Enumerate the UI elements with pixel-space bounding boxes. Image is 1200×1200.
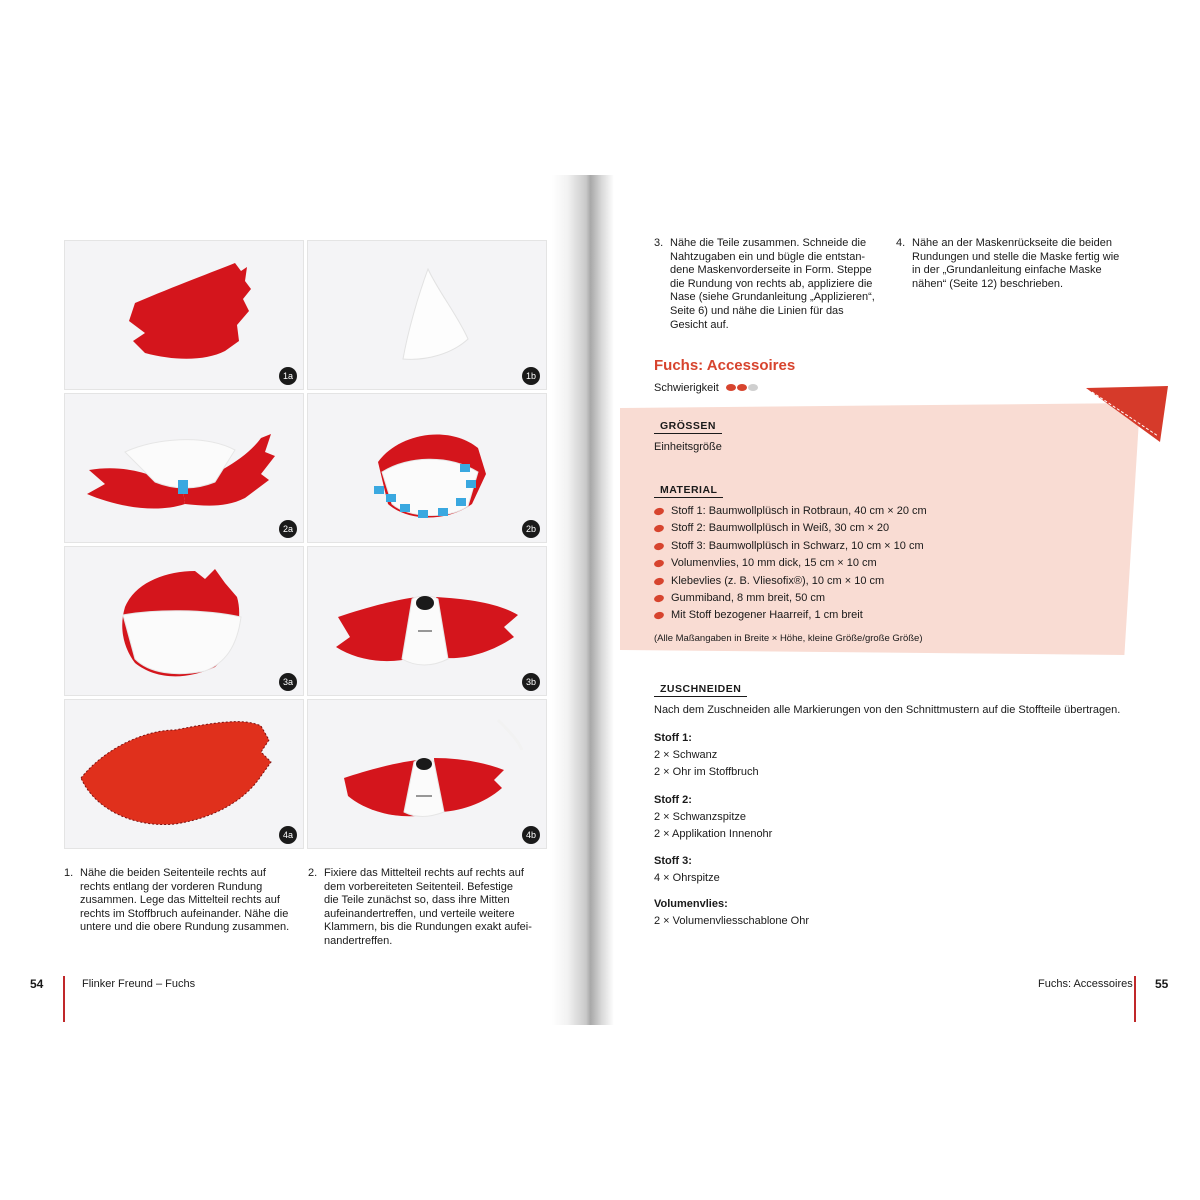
step-line: die Teile zunächst so, dass ihre Mitten <box>324 894 510 907</box>
sizes-value: Einheitsgröße <box>654 441 722 453</box>
footer-divider <box>63 976 65 1022</box>
step-line: nandertreffen. <box>324 934 393 947</box>
list-item: Stoff 2: Baumwollplüsch in Weiß, 30 cm × 20 <box>654 520 927 537</box>
list-item: Stoff 3: Baumwollplüsch in Schwarz, 10 cm × 10 cm <box>654 538 927 555</box>
step-line: dem vorbereiteten Seitenteil. Befestige <box>324 880 513 893</box>
step-number: 3. <box>654 237 664 249</box>
felt-piece-image <box>308 700 546 848</box>
step-line: dene Maskenvorderseite in Form. Steppe <box>670 264 872 277</box>
sizes-heading: GRÖSSEN <box>654 420 722 434</box>
fabric-corner-icon <box>1084 384 1170 444</box>
bullet-icon <box>653 524 664 533</box>
bullet-icon <box>653 576 664 585</box>
bullet-icon <box>653 559 664 568</box>
felt-piece-image <box>65 394 303 542</box>
cutting-heading: ZUSCHNEIDEN <box>654 683 747 697</box>
step-line: Nähe die Teile zusammen. Schneide die <box>670 237 867 249</box>
felt-piece-image <box>308 241 546 389</box>
step-line: die Rundung von rechts ab, appliziere die <box>670 277 873 290</box>
photo-step-4b <box>307 699 547 849</box>
difficulty-dot-icon <box>748 384 758 391</box>
cutting-group-stoff-3: Stoff 3: 4 × Ohrspitze <box>654 855 720 884</box>
difficulty-dot-icon <box>726 384 736 391</box>
step-line: zusammen. Lege das Mittelteil rechts auf <box>80 894 280 907</box>
photo-label-badge: 2a <box>279 520 297 538</box>
photo-label-badge: 4a <box>279 826 297 844</box>
photo-label-badge: 2b <box>522 520 540 538</box>
photo-label-badge: 4b <box>522 826 540 844</box>
cutting-group-volumenvlies: Volumenvlies: 2 × Volumenvliesschablone Ohr <box>654 898 810 927</box>
section-title: Fuchs: Accessoires <box>654 357 796 374</box>
photo-step-1a <box>64 240 304 390</box>
cutting-group-stoff-2: Stoff 2: 2 × Schwanzspitze 2 × Applikation Innenohr <box>654 794 773 840</box>
photo-step-1b <box>307 240 547 390</box>
book-gutter <box>552 175 614 1025</box>
material-list <box>654 503 927 625</box>
running-title-left: Flinker Freund – Fuchs <box>82 978 196 990</box>
felt-piece-image <box>65 241 303 389</box>
step-line: Nahtzugaben ein und bügle die entstan- <box>670 250 866 263</box>
page-number-right: 55 <box>1155 977 1169 991</box>
photo-step-3a <box>64 546 304 696</box>
list-item: Volumenvlies, 10 mm dick, 15 cm × 10 cm <box>654 555 927 572</box>
cutting-group-stoff-1: Stoff 1: 2 × Schwanz 2 × Ohr im Stoffbruch <box>654 732 759 778</box>
felt-piece-image <box>308 394 546 542</box>
felt-piece-image <box>65 547 303 695</box>
running-title-right: Fuchs: Accessoires <box>1038 978 1133 990</box>
step-line: Gesicht auf. <box>670 318 729 331</box>
photo-label-badge: 1a <box>279 367 297 385</box>
step-line: Rundungen und stelle die Maske fertig wie <box>912 250 1120 263</box>
material-heading: MATERIAL <box>654 484 723 498</box>
material-note: (Alle Maßangaben in Breite × Höhe, kleine Größe/große Größe) <box>654 633 923 644</box>
list-item: Gummiband, 8 mm breit, 50 cm <box>654 590 927 607</box>
felt-piece-image <box>308 547 546 695</box>
difficulty-label: Schwierigkeit <box>654 382 719 394</box>
footer-divider <box>1134 976 1136 1022</box>
step-number: 4. <box>896 237 906 249</box>
bullet-icon <box>653 611 664 620</box>
photo-label-badge: 3a <box>279 673 297 691</box>
step-line: in der „Grundanleitung einfache Maske <box>912 264 1102 277</box>
difficulty-dot-icon <box>737 384 747 391</box>
photo-step-4a <box>64 699 304 849</box>
step-line: nähen“ (Seite 12) beschrieben. <box>912 277 1064 290</box>
photo-label-badge: 1b <box>522 367 540 385</box>
bullet-icon <box>653 507 664 516</box>
photo-label-badge: 3b <box>522 673 540 691</box>
step-line: Nähe an der Maskenrückseite die beiden <box>912 237 1112 249</box>
list-item: Klebevlies (z. B. Vliesofix®), 10 cm × 10 cm <box>654 573 927 590</box>
photo-step-2b <box>307 393 547 543</box>
step-line: rechts im Stoffbruch aufeinander. Nähe die <box>80 907 289 920</box>
step-number: 2. <box>308 867 318 879</box>
step-line: Klammern, bis die Rundungen exakt aufei- <box>324 921 532 934</box>
step-line: Nase (siehe Grundanleitung „Applizieren“, <box>670 291 875 304</box>
felt-piece-image <box>65 700 303 848</box>
step-line: untere und die obere Rundung zusammen. <box>80 921 290 934</box>
step-line: aufeinandertreffen, und verteile weitere <box>324 907 515 920</box>
photo-step-2a <box>64 393 304 543</box>
step-line: Fixiere das Mittelteil rechts auf rechts auf <box>324 867 524 879</box>
list-item: Stoff 1: Baumwollplüsch in Rotbraun, 40 cm × 20 cm <box>654 503 927 520</box>
page-number-left: 54 <box>30 977 44 991</box>
photo-step-3b <box>307 546 547 696</box>
difficulty-rating <box>726 383 766 393</box>
step-line: rechts entlang der vorderen Rundung <box>80 880 263 893</box>
step-number: 1. <box>64 867 74 879</box>
step-line: Seite 6) und nähe die Linien für das <box>670 304 844 317</box>
step-line: Nähe die beiden Seitenteile rechts auf <box>80 867 266 879</box>
cutting-intro: Nach dem Zuschneiden alle Markierungen von den Schnittmustern auf die Stoffteile übertragen. <box>654 704 1121 716</box>
bullet-icon <box>653 594 664 603</box>
list-item: Mit Stoff bezogener Haarreif, 1 cm breit <box>654 607 927 624</box>
bullet-icon <box>653 542 664 551</box>
